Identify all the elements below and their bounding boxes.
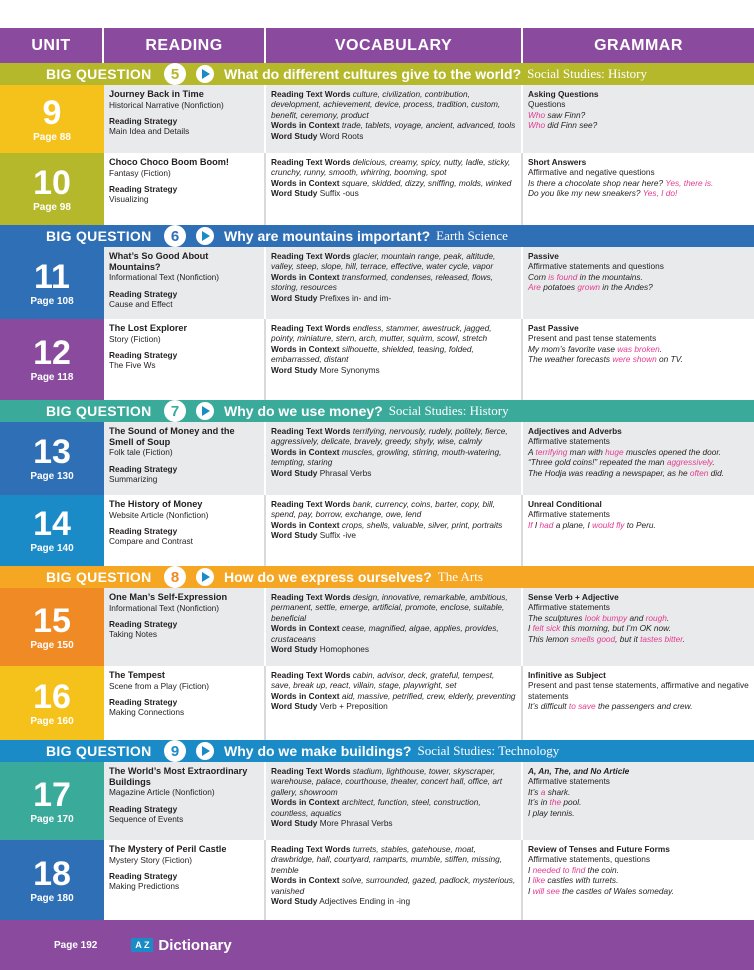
strategy-label: Reading Strategy — [109, 288, 178, 299]
reading-cell — [104, 319, 266, 400]
grammar-example: I like castles with turrets. — [528, 875, 619, 886]
strategy-label: Reading Strategy — [109, 184, 178, 194]
words-in-context: square, skidded, dizzy, sniffing, molds, winked — [341, 177, 512, 188]
grammar-title: Sense Verb + Adjective — [528, 592, 619, 602]
words-in-context: crops, shells, valuable, silver, print, portraits — [341, 519, 503, 530]
grammar-example: Do you like my new sneakers? Yes, I do! — [528, 188, 678, 199]
grammar-desc: Affirmative statements — [528, 509, 610, 520]
reading-strategy: Main Idea and Details — [109, 126, 190, 137]
ws-label: Word Study — [271, 701, 318, 712]
grammar-desc: Present and past tense statements, affirmative and negative statements — [528, 680, 749, 701]
dictionary-icon[interactable]: A Z — [131, 938, 153, 952]
reading-title: One Man’s Self-Expression — [109, 592, 228, 602]
reading-cell — [104, 762, 266, 840]
unit-row-12 — [0, 319, 754, 400]
grammar-title: Passive — [528, 251, 559, 261]
big-question-subject: Earth Science — [436, 228, 508, 243]
grammar-example: I will see the castles of Wales someday. — [528, 885, 674, 896]
grammar-cell — [523, 840, 754, 920]
reading-genre: Fantasy (Fiction) — [109, 167, 171, 178]
rtw-label: Reading Text Words — [271, 426, 351, 436]
unit-page: Page 98 — [33, 201, 71, 213]
reading-strategy: Compare and Contrast — [109, 536, 193, 547]
unit-number-cell — [0, 319, 104, 400]
reading-title: The Lost Explorer — [109, 323, 188, 333]
unit-page: Page 88 — [33, 131, 71, 143]
vocabulary-cell — [266, 588, 523, 666]
reading-title: The History of Money — [109, 499, 203, 509]
play-icon[interactable] — [196, 568, 214, 586]
play-icon[interactable] — [196, 742, 214, 760]
grammar-title: A, An, The, and No Article — [528, 766, 630, 776]
grammar-example: I needed to find the coin. — [528, 864, 619, 875]
word-study: Verb + Preposition — [319, 701, 388, 712]
unit-row-11 — [0, 247, 754, 319]
word-study: Phrasal Verbs — [319, 467, 372, 478]
play-icon[interactable] — [196, 227, 214, 245]
big-question-6-banner — [0, 225, 754, 247]
word-study: Word Roots — [319, 130, 364, 141]
strategy-label: Reading Strategy — [109, 803, 178, 814]
reading-cell — [104, 666, 266, 740]
grammar-desc: Affirmative statements — [528, 436, 610, 447]
wic-label: Words in Context — [271, 519, 340, 530]
rtw-label: Reading Text Words — [271, 89, 351, 99]
ws-label: Word Study — [271, 364, 318, 375]
grammar-title: Asking Questions — [528, 89, 599, 99]
words-in-context: aid, massive, petrified, crew, elderly, preventing — [341, 690, 516, 701]
reading-genre: Folk tale (Fiction) — [109, 447, 173, 458]
reading-title: The Mystery of Peril Castle — [109, 844, 227, 854]
grammar-cell — [523, 85, 754, 153]
words-in-context: solve, surrounded, gazed, padlock, mysterious, vanished — [271, 875, 516, 896]
reading-genre: Mystery Story (Fiction) — [109, 854, 192, 865]
rtw-label: Reading Text Words — [271, 844, 351, 854]
unit-number: 11 — [34, 257, 70, 296]
grammar-desc: Affirmative statements — [528, 602, 610, 613]
unit-number-cell — [0, 762, 104, 840]
unit-number-cell — [0, 422, 104, 495]
word-study: More Synonyms — [319, 364, 380, 375]
vocabulary-cell — [266, 85, 523, 153]
reading-text-words: design, innovative, remarkable, ambitious, permanent, settle, emerge, artificial, promote, enclose, suitable, beneficial — [271, 592, 508, 623]
header-unit: UNIT — [0, 28, 104, 63]
reading-text-words: delicious, creamy, spicy, nutty, ladle, sticky, crunchy, runny, smooth, whirring, booming, spot — [271, 157, 511, 178]
ws-label: Word Study — [271, 896, 318, 907]
play-icon[interactable] — [196, 65, 214, 83]
grammar-title: Infinitive as Subject — [528, 670, 606, 680]
unit-number: 10 — [33, 163, 71, 202]
grammar-title: Review of Tenses and Future Forms — [528, 844, 670, 854]
reading-title: Journey Back in Time — [109, 89, 204, 99]
grammar-example: The Hodja was reading a newspaper, as he often did. — [528, 467, 725, 478]
grammar-title: Unreal Conditional — [528, 499, 602, 509]
reading-strategy: The Five Ws — [109, 360, 156, 371]
rtw-label: Reading Text Words — [271, 251, 351, 261]
reading-cell — [104, 247, 266, 319]
words-in-context: cease, magnified, algae, applies, provides, crustaceans — [271, 623, 499, 644]
vocabulary-cell — [266, 666, 523, 740]
grammar-cell — [523, 588, 754, 666]
grammar-cell — [523, 247, 754, 319]
big-question-label: BIG QUESTION — [46, 743, 152, 759]
grammar-example: Is there a chocolate shop near here? Yes, there is. — [528, 177, 714, 188]
word-study: Prefixes in- and im- — [319, 292, 392, 303]
header-reading: READING — [104, 28, 266, 63]
big-question-subject: Social Studies: History — [527, 66, 648, 81]
ws-label: Word Study — [271, 130, 318, 141]
grammar-example: My mom’s favorite vase was broken. — [528, 343, 663, 354]
rtw-label: Reading Text Words — [271, 323, 351, 333]
reading-cell — [104, 588, 266, 666]
unit-page: Page 170 — [30, 813, 74, 825]
grammar-cell — [523, 153, 754, 225]
big-question-text: What do different cultures give to the world? — [224, 66, 522, 82]
reading-title: The World’s Most Extraordinary Buildings — [109, 766, 248, 787]
big-question-7-banner — [0, 400, 754, 422]
reading-text-words: endless, stammer, awestruck, jagged, pointy, miniature, stern, arch, mutter, squirm, scowl, stretch — [271, 323, 492, 344]
unit-page: Page 160 — [30, 715, 74, 727]
rtw-label: Reading Text Words — [271, 157, 351, 167]
unit-page: Page 150 — [30, 639, 74, 651]
reading-text-words: glacier, mountain range, peak, altitude, valley, steep, slope, hill, terrace, effective, water cycle, vapor — [271, 251, 496, 272]
words-in-context: architect, function, steel, construction, countless, aquatics — [271, 797, 481, 818]
wic-label: Words in Context — [271, 446, 340, 457]
reading-genre: Website Article (Nonfiction) — [109, 509, 209, 520]
big-question-subject: The Arts — [437, 569, 483, 584]
grammar-cell — [523, 422, 754, 495]
grammar-example: I play tennis. — [528, 807, 575, 818]
reading-title: Choco Choco Boom Boom! — [109, 157, 229, 167]
reading-strategy: Cause and Effect — [109, 299, 173, 309]
word-study: More Phrasal Verbs — [319, 818, 393, 829]
big-question-number: 5 — [164, 63, 186, 85]
grammar-example: If I had a plane, I would fly to Peru. — [528, 519, 656, 530]
word-study: Suffix -ive — [319, 530, 356, 541]
dictionary-link[interactable]: Dictionary — [158, 936, 232, 954]
grammar-desc: Questions — [528, 99, 566, 110]
vocabulary-cell — [266, 422, 523, 495]
reading-cell — [104, 495, 266, 566]
grammar-example: The sculptures look bumpy and rough. — [528, 612, 670, 623]
grammar-example: “Three gold coins!” repeated the man aggressively. — [528, 457, 715, 468]
grammar-example: The weather forecasts were shown on TV. — [528, 354, 683, 365]
big-question-label: BIG QUESTION — [46, 569, 152, 585]
big-question-number: 8 — [164, 566, 186, 588]
grammar-example: This lemon smells good, but it tastes bitter. — [528, 633, 685, 644]
header-grammar: GRAMMAR — [594, 36, 683, 54]
reading-title: What’s So Good About Mountains? — [109, 251, 209, 272]
grammar-desc: Present and past tense statements — [528, 333, 657, 344]
big-question-number: 6 — [164, 225, 186, 247]
grammar-cell — [523, 762, 754, 840]
strategy-label: Reading Strategy — [109, 871, 178, 881]
word-study: Suffix -ous — [319, 188, 359, 199]
big-question-9-banner — [0, 740, 754, 762]
ws-label: Word Study — [271, 188, 318, 199]
strategy-label: Reading Strategy — [109, 697, 178, 707]
grammar-desc: Affirmative statements and questions — [528, 261, 664, 272]
reading-genre: Magazine Article (Nonfiction) — [109, 787, 215, 798]
wic-label: Words in Context — [271, 343, 340, 354]
big-question-text: Why do we make buildings? — [224, 743, 412, 759]
page-footer — [0, 920, 754, 970]
grammar-cell — [523, 319, 754, 400]
grammar-desc: Affirmative and negative questions — [528, 167, 655, 178]
ws-label: Word Study — [271, 530, 318, 541]
vocabulary-cell — [266, 153, 523, 225]
rtw-label: Reading Text Words — [271, 766, 351, 776]
big-question-label: BIG QUESTION — [46, 403, 152, 419]
grammar-desc: Affirmative statements — [528, 776, 610, 787]
strategy-label: Reading Strategy — [109, 116, 178, 126]
ws-label: Word Study — [271, 644, 318, 655]
strategy-label: Reading Strategy — [109, 526, 178, 536]
unit-number: 13 — [33, 433, 71, 471]
unit-page: Page 140 — [30, 543, 74, 554]
grammar-example: Are potatoes grown in the Andes? — [528, 282, 653, 293]
big-question-number: 7 — [164, 400, 186, 422]
rtw-label: Reading Text Words — [271, 499, 351, 509]
ws-label: Word Study — [271, 292, 318, 303]
grammar-cell — [523, 495, 754, 566]
reading-genre: Informational Text (Nonfiction) — [109, 602, 220, 613]
big-question-number: 9 — [164, 740, 186, 762]
ws-label: Word Study — [271, 467, 318, 478]
word-study: Adjectives Ending in -ing — [319, 896, 411, 907]
unit-row-15 — [0, 588, 754, 666]
strategy-label: Reading Strategy — [109, 463, 178, 474]
unit-row-14 — [0, 495, 754, 566]
unit-number: 9 — [42, 93, 62, 132]
vocabulary-cell — [266, 762, 523, 840]
grammar-example: It’s in the pool. — [528, 797, 582, 808]
play-icon[interactable] — [196, 402, 214, 420]
grammar-example: It’s a shark. — [528, 786, 571, 797]
unit-number: 17 — [33, 775, 71, 814]
vocabulary-cell — [266, 247, 523, 319]
rtw-label: Reading Text Words — [271, 592, 351, 602]
vocabulary-cell — [266, 840, 523, 920]
reading-text-words: turrets, stables, gatehouse, moat, drawbridge, hall, courtyard, ramparts, mumble, stiffen, missing, tremble — [271, 844, 503, 875]
unit-page: Page 130 — [30, 471, 74, 482]
word-study: Homophones — [319, 644, 370, 655]
words-in-context: trade, tablets, voyage, ancient, advanced, tools — [341, 120, 516, 131]
big-question-label: BIG QUESTION — [46, 228, 152, 244]
reading-title: The Tempest — [109, 670, 165, 680]
wic-label: Words in Context — [271, 623, 340, 634]
unit-number-cell — [0, 840, 104, 920]
unit-number: 18 — [33, 854, 71, 893]
footer-page-number: Page 192 — [54, 939, 98, 951]
strategy-label: Reading Strategy — [109, 350, 178, 360]
reading-strategy: Taking Notes — [109, 629, 157, 640]
big-question-5-banner — [0, 63, 754, 85]
words-in-context: transformed, condenses, released, flows, storing, resources — [271, 271, 494, 293]
wic-label: Words in Context — [271, 690, 340, 701]
reading-genre: Historical Narrative (Nonfiction) — [109, 99, 224, 110]
reading-cell — [104, 840, 266, 920]
reading-text-words: stadium, lighthouse, tower, skyscraper, warehouse, palace, courthouse, theater, concert hall, office, art gallery, showroom — [271, 766, 503, 797]
grammar-desc: Affirmative statements, questions — [528, 854, 651, 865]
wic-label: Words in Context — [271, 271, 340, 282]
big-question-text: How do we express ourselves? — [224, 569, 432, 585]
grammar-example: It’s difficult to save the passengers and crew. — [528, 701, 693, 712]
grammar-example: Corn is found in the mountains. — [528, 271, 643, 282]
reading-text-words: culture, civilization, contribution, development, achievement, device, process, tradition, custom, benefit, ceremony, product — [271, 89, 501, 120]
unit-row-9 — [0, 85, 754, 153]
reading-text-words: cabin, advisor, deck, grateful, tempest, save, break up, react, villain, stage, playwright, set — [271, 670, 495, 691]
header-vocabulary: VOCABULARY — [266, 28, 523, 63]
words-in-context: silhouette, shielded, teasing, folded, embarrassed, distant — [271, 343, 474, 365]
unit-number-cell — [0, 85, 104, 153]
big-question-text: Why are mountains important? — [224, 228, 431, 244]
grammar-example: A terrifying man with huge muscles opened the door. — [528, 446, 722, 457]
big-question-text: Why do we use money? — [224, 403, 383, 419]
big-question-subject: Social Studies: Technology — [417, 743, 560, 758]
reading-cell — [104, 422, 266, 495]
reading-strategy: Sequence of Events — [109, 814, 184, 824]
ws-label: Word Study — [271, 818, 318, 829]
reading-strategy: Making Predictions — [109, 881, 180, 892]
unit-number-cell — [0, 666, 104, 740]
unit-page: Page 180 — [30, 892, 74, 904]
reading-genre: Story (Fiction) — [109, 333, 161, 344]
wic-label: Words in Context — [271, 177, 340, 188]
unit-number-cell — [0, 588, 104, 666]
table-header — [0, 28, 754, 63]
wic-label: Words in Context — [271, 797, 340, 808]
reading-strategy: Making Connections — [109, 707, 185, 718]
unit-page: Page 118 — [30, 372, 74, 383]
reading-title: The Sound of Money and the Smell of Soup — [109, 426, 235, 447]
grammar-title: Short Answers — [528, 157, 587, 167]
vocabulary-cell — [266, 319, 523, 400]
grammar-example: I felt sick this morning, but I’m OK now. — [528, 623, 671, 634]
big-question-label: BIG QUESTION — [46, 66, 152, 82]
unit-number: 14 — [33, 505, 71, 543]
unit-row-10 — [0, 153, 754, 225]
unit-number-cell — [0, 247, 104, 319]
reading-strategy: Summarizing — [109, 474, 158, 484]
reading-cell — [104, 153, 266, 225]
grammar-example: Who did Finn see? — [528, 120, 598, 131]
unit-number-cell — [0, 495, 104, 566]
unit-row-18 — [0, 840, 754, 920]
unit-row-13 — [0, 422, 754, 495]
reading-genre: Informational Text (Nonfiction) — [109, 272, 220, 283]
unit-number: 15 — [33, 601, 71, 640]
unit-number: 12 — [33, 334, 71, 372]
wic-label: Words in Context — [271, 120, 340, 131]
reading-genre: Scene from a Play (Fiction) — [109, 680, 210, 691]
reading-strategy: Visualizing — [109, 194, 149, 205]
big-question-8-banner — [0, 566, 754, 588]
unit-number: 16 — [33, 677, 71, 716]
strategy-label: Reading Strategy — [109, 619, 178, 629]
unit-number-cell — [0, 153, 104, 225]
reading-text-words: bank, currency, coins, barter, copy, bill, spend, pay, borrow, exchange, owe, lend — [271, 499, 495, 520]
unit-page: Page 108 — [30, 295, 74, 307]
big-question-subject: Social Studies: History — [388, 403, 509, 418]
unit-row-17 — [0, 762, 754, 840]
vocabulary-cell — [266, 495, 523, 566]
grammar-example: Who saw Finn? — [528, 109, 586, 120]
rtw-label: Reading Text Words — [271, 670, 351, 680]
unit-row-16 — [0, 666, 754, 740]
reading-cell — [104, 85, 266, 153]
grammar-title: Past Passive — [528, 323, 579, 333]
grammar-title: Adjectives and Adverbs — [528, 426, 622, 436]
wic-label: Words in Context — [271, 875, 340, 886]
words-in-context: muscles, growling, stirring, mouth-watering, tempting, staring — [271, 446, 502, 468]
grammar-cell — [523, 666, 754, 740]
reading-text-words: terrifying, nervously, rudely, politely, fierce, aggressively, delicate, bravely, greedy, shyly, wise, calmly — [271, 426, 508, 447]
